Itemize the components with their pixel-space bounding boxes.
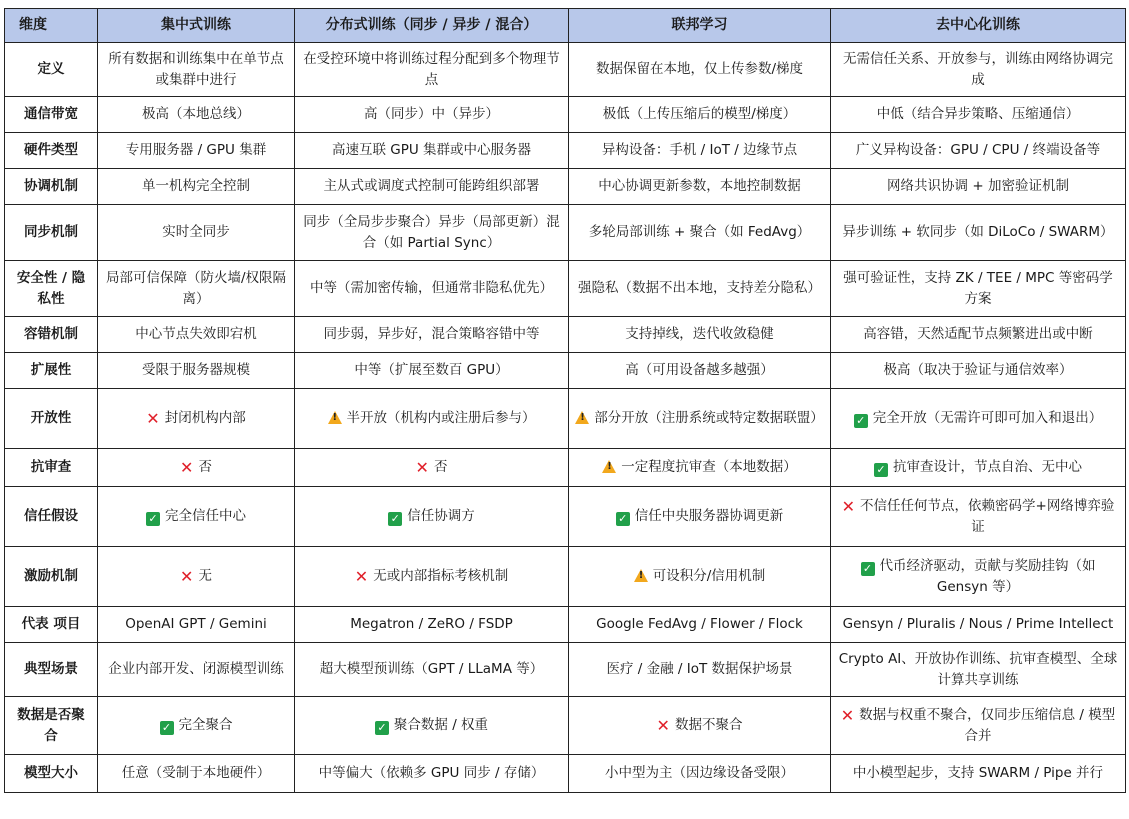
cell-text: OpenAI GPT / Gemini xyxy=(125,616,267,632)
table-cell xyxy=(295,487,569,547)
table-cell xyxy=(98,97,295,133)
table-cell xyxy=(98,43,295,97)
table-cell xyxy=(569,43,831,97)
table-row xyxy=(5,697,1126,755)
row-header: 协调机制 xyxy=(5,169,98,205)
cell-text: 超大模型预训练（GPT / LLaMA 等） xyxy=(319,661,544,677)
table-cell xyxy=(98,169,295,205)
cell-text: 数据不聚合 xyxy=(674,717,743,733)
row-header: 典型场景 xyxy=(5,643,98,697)
cell-text: 异构设备：手机 / IoT / 边缘节点 xyxy=(601,142,798,158)
cell-text: 信任协调方 xyxy=(407,508,475,524)
cell-text: 代币经济驱动，贡献与奖励挂钩（如 Gensyn 等） xyxy=(879,557,1096,595)
check-icon: ✓ xyxy=(861,562,875,576)
table-cell xyxy=(569,133,831,169)
row-header: 激励机制 xyxy=(5,547,98,607)
table-cell xyxy=(831,317,1126,353)
cell-text: 同步弱，异步好，混合策略容错中等 xyxy=(323,326,540,342)
cell-text: 高（同步）中（异步） xyxy=(364,106,499,122)
header-federated: 联邦学习 xyxy=(569,9,831,43)
table-cell xyxy=(295,353,569,389)
check-icon: ✓ xyxy=(854,414,868,428)
cell-text: 中心协调更新参数，本地控制数据 xyxy=(598,178,801,194)
cell-text: 高容错，天然适配节点频繁进出或中断 xyxy=(863,326,1093,342)
cell-text: 部分开放（注册系统或特定数据联盟） xyxy=(594,410,824,426)
cross-icon: ✕ xyxy=(146,409,160,428)
table-cell xyxy=(831,205,1126,261)
warning-icon xyxy=(602,460,616,473)
row-header: 数据是否聚合 xyxy=(5,697,98,755)
table-cell xyxy=(295,697,569,755)
table-cell xyxy=(831,697,1126,755)
cell-text: 企业内部开发、闭源模型训练 xyxy=(108,661,284,677)
table-cell xyxy=(569,205,831,261)
cell-text: 高（可用设备越多越强） xyxy=(625,362,774,378)
cell-text: Google FedAvg / Flower / Flock xyxy=(596,616,803,632)
cell-text: 支持掉线，迭代收敛稳健 xyxy=(625,326,774,342)
cell-text: 一定程度抗审查（本地数据） xyxy=(621,459,797,475)
table-cell xyxy=(831,449,1126,487)
table-cell xyxy=(569,607,831,643)
table-cell xyxy=(831,133,1126,169)
cross-icon: ✕ xyxy=(180,458,194,477)
table-cell xyxy=(831,43,1126,97)
table-cell xyxy=(831,755,1126,793)
cell-text: 完全开放（无需许可即可加入和退出） xyxy=(872,410,1103,426)
cell-text: 多轮局部训练 + 聚合（如 FedAvg） xyxy=(588,224,811,240)
table-row xyxy=(5,133,1126,169)
table-cell xyxy=(98,643,295,697)
check-icon: ✓ xyxy=(160,721,174,735)
table-cell xyxy=(831,643,1126,697)
comparison-table xyxy=(4,8,1126,793)
table-cell xyxy=(98,353,295,389)
table-cell xyxy=(831,97,1126,133)
cell-text: 同步（全局步步聚合）异步（局部更新）混合（如 Partial Sync） xyxy=(303,213,560,251)
table-cell xyxy=(569,169,831,205)
table-cell xyxy=(295,547,569,607)
table-cell xyxy=(569,755,831,793)
table-row xyxy=(5,317,1126,353)
cell-text: 否 xyxy=(198,459,212,475)
table-row xyxy=(5,169,1126,205)
cell-text: 在受控环境中将训练过程分配到多个物理节点 xyxy=(303,50,560,88)
table-cell xyxy=(569,449,831,487)
check-icon: ✓ xyxy=(375,721,389,735)
table-cell xyxy=(831,487,1126,547)
cell-text: 强隐私（数据不出本地，支持差分隐私） xyxy=(578,280,821,296)
check-icon: ✓ xyxy=(874,463,888,477)
table-row xyxy=(5,353,1126,389)
warning-icon xyxy=(634,569,648,582)
table-cell xyxy=(295,317,569,353)
cell-text: 强可验证性，支持 ZK / TEE / MPC 等密码学方案 xyxy=(843,269,1113,307)
cell-text: 高速互联 GPU 集群或中心服务器 xyxy=(331,142,532,158)
cell-text: 数据保留在本地，仅上传参数/梯度 xyxy=(595,61,804,77)
header-row xyxy=(5,9,1126,43)
cell-text: 主从式或调度式控制可能跨组织部署 xyxy=(323,178,540,194)
cell-text: 可设积分/信用机制 xyxy=(652,568,766,584)
cross-icon: ✕ xyxy=(354,567,369,586)
cell-text: 广义异构设备：GPU / CPU / 终端设备等 xyxy=(855,142,1101,158)
table-cell xyxy=(98,547,295,607)
cross-icon: ✕ xyxy=(180,567,194,586)
table-cell xyxy=(569,547,831,607)
table-cell xyxy=(98,449,295,487)
table-row xyxy=(5,755,1126,793)
cross-icon: ✕ xyxy=(656,716,670,735)
row-header: 安全性 / 隐私性 xyxy=(5,261,98,317)
table-cell xyxy=(295,261,569,317)
row-header: 抗审查 xyxy=(5,449,98,487)
table-cell xyxy=(98,205,295,261)
table-row xyxy=(5,205,1126,261)
cell-text: 受限于服务器规模 xyxy=(142,362,250,378)
row-header: 扩展性 xyxy=(5,353,98,389)
table-row xyxy=(5,547,1126,607)
table-cell xyxy=(831,353,1126,389)
table-cell xyxy=(295,169,569,205)
table-row xyxy=(5,449,1126,487)
check-icon: ✓ xyxy=(146,512,160,526)
cell-text: 半开放（机构内或注册后参与） xyxy=(346,410,536,426)
table-cell xyxy=(295,389,569,449)
header-decentralized: 去中心化训练 xyxy=(831,9,1126,43)
table-cell xyxy=(569,353,831,389)
cell-text: 任意（受制于本地硬件） xyxy=(121,765,271,781)
check-icon: ✓ xyxy=(616,512,630,526)
cross-icon: ✕ xyxy=(840,705,855,725)
header-distributed: 分布式训练（同步 / 异步 / 混合） xyxy=(295,9,569,43)
cell-text: 无或内部指标考核机制 xyxy=(373,568,509,584)
table-cell xyxy=(98,389,295,449)
row-header: 开放性 xyxy=(5,389,98,449)
table-row xyxy=(5,487,1126,547)
cell-text: 专用服务器 / GPU 集群 xyxy=(125,142,267,158)
table-cell xyxy=(831,547,1126,607)
cell-text: 无需信任关系、开放参与，训练由网络协调完成 xyxy=(843,50,1113,88)
table-row xyxy=(5,643,1126,697)
cell-text: 信任中央服务器协调更新 xyxy=(634,508,784,524)
warning-icon xyxy=(328,411,342,424)
cell-text: 极低（上传压缩后的模型/梯度） xyxy=(602,106,797,122)
table-cell xyxy=(569,97,831,133)
cell-text: 小中型为主（因边缘设备受限） xyxy=(605,765,794,781)
table-cell xyxy=(569,487,831,547)
row-header: 信任假设 xyxy=(5,487,98,547)
table-cell xyxy=(831,607,1126,643)
cell-text: 中等（需加密传输，但通常非隐私优先） xyxy=(310,280,553,296)
table-cell xyxy=(98,755,295,793)
table-cell xyxy=(295,755,569,793)
cell-text: 中小模型起步，支持 SWARM / Pipe 并行 xyxy=(852,765,1104,781)
cell-text: 极高（本地总线） xyxy=(142,106,250,122)
header-centralized: 集中式训练 xyxy=(98,9,295,43)
table-row xyxy=(5,43,1126,97)
header-dimension: 维度 xyxy=(5,9,98,43)
cell-text: Crypto AI、开放协作训练、抗审查模型、全球计算共享训练 xyxy=(838,650,1118,688)
cell-text: 无 xyxy=(198,568,212,584)
row-header: 定义 xyxy=(5,43,98,97)
table-cell xyxy=(98,133,295,169)
row-header: 模型大小 xyxy=(5,755,98,793)
table-cell xyxy=(295,97,569,133)
table-cell xyxy=(98,487,295,547)
cell-text: 中等（扩展至数百 GPU） xyxy=(354,362,509,378)
table-cell xyxy=(295,43,569,97)
table-cell xyxy=(831,389,1126,449)
cell-text: 所有数据和训练集中在单节点或集群中进行 xyxy=(108,50,284,88)
table-cell xyxy=(98,607,295,643)
table-cell xyxy=(98,261,295,317)
table-cell xyxy=(569,261,831,317)
cell-text: 不信任任何节点，依赖密码学+网络博弈验证 xyxy=(860,497,1115,535)
row-header: 硬件类型 xyxy=(5,133,98,169)
cell-text: 单一机构完全控制 xyxy=(142,178,250,194)
row-header: 代表 项目 xyxy=(5,607,98,643)
table-cell xyxy=(569,643,831,697)
table-cell xyxy=(831,261,1126,317)
cross-icon: ✕ xyxy=(415,458,429,477)
cell-text: 数据与权重不聚合，仅同步压缩信息 / 模型合并 xyxy=(859,706,1116,744)
cell-text: 医疗 / 金融 / IoT 数据保护场景 xyxy=(606,661,793,677)
cross-icon: ✕ xyxy=(841,496,856,516)
row-header: 同步机制 xyxy=(5,205,98,261)
table-cell xyxy=(569,317,831,353)
table-cell xyxy=(98,317,295,353)
cell-text: 中等偏大（依赖多 GPU 同步 / 存储） xyxy=(318,765,545,781)
table-row xyxy=(5,261,1126,317)
table-row xyxy=(5,97,1126,133)
cell-text: Gensyn / Pluralis / Nous / Prime Intellect xyxy=(842,616,1114,632)
cell-text: 实时全同步 xyxy=(162,224,230,240)
warning-icon xyxy=(575,411,589,424)
table-cell xyxy=(295,643,569,697)
cell-text: 抗审查设计，节点自治、无中心 xyxy=(893,459,1082,475)
table-cell xyxy=(98,697,295,755)
table-cell xyxy=(569,697,831,755)
cell-text: 中低（结合异步策略、压缩通信） xyxy=(876,106,1080,122)
cell-text: 网络共识协调 + 加密验证机制 xyxy=(887,178,1069,194)
table-row xyxy=(5,607,1126,643)
cell-text: 中心节点失效即宕机 xyxy=(135,326,257,342)
table-row xyxy=(5,389,1126,449)
table-cell xyxy=(295,205,569,261)
cell-text: 完全信任中心 xyxy=(165,508,246,524)
table-cell xyxy=(831,169,1126,205)
cell-text: 极高（取决于验证与通信效率） xyxy=(883,362,1073,378)
cell-text: 完全聚合 xyxy=(178,717,233,733)
cell-text: 否 xyxy=(433,459,448,475)
row-header: 通信带宽 xyxy=(5,97,98,133)
cell-text: 封闭机构内部 xyxy=(164,410,246,426)
cell-text: 聚合数据 / 权重 xyxy=(393,717,489,733)
cell-text: Megatron / ZeRO / FSDP xyxy=(350,616,513,632)
table-cell xyxy=(295,133,569,169)
table-cell xyxy=(569,389,831,449)
row-header: 容错机制 xyxy=(5,317,98,353)
cell-text: 局部可信保障（防火墙/权限隔离） xyxy=(105,269,287,307)
table-cell xyxy=(295,449,569,487)
cell-text: 异步训练 + 软同步（如 DiLoCo / SWARM） xyxy=(842,224,1114,240)
table-cell xyxy=(295,607,569,643)
check-icon: ✓ xyxy=(388,512,402,526)
